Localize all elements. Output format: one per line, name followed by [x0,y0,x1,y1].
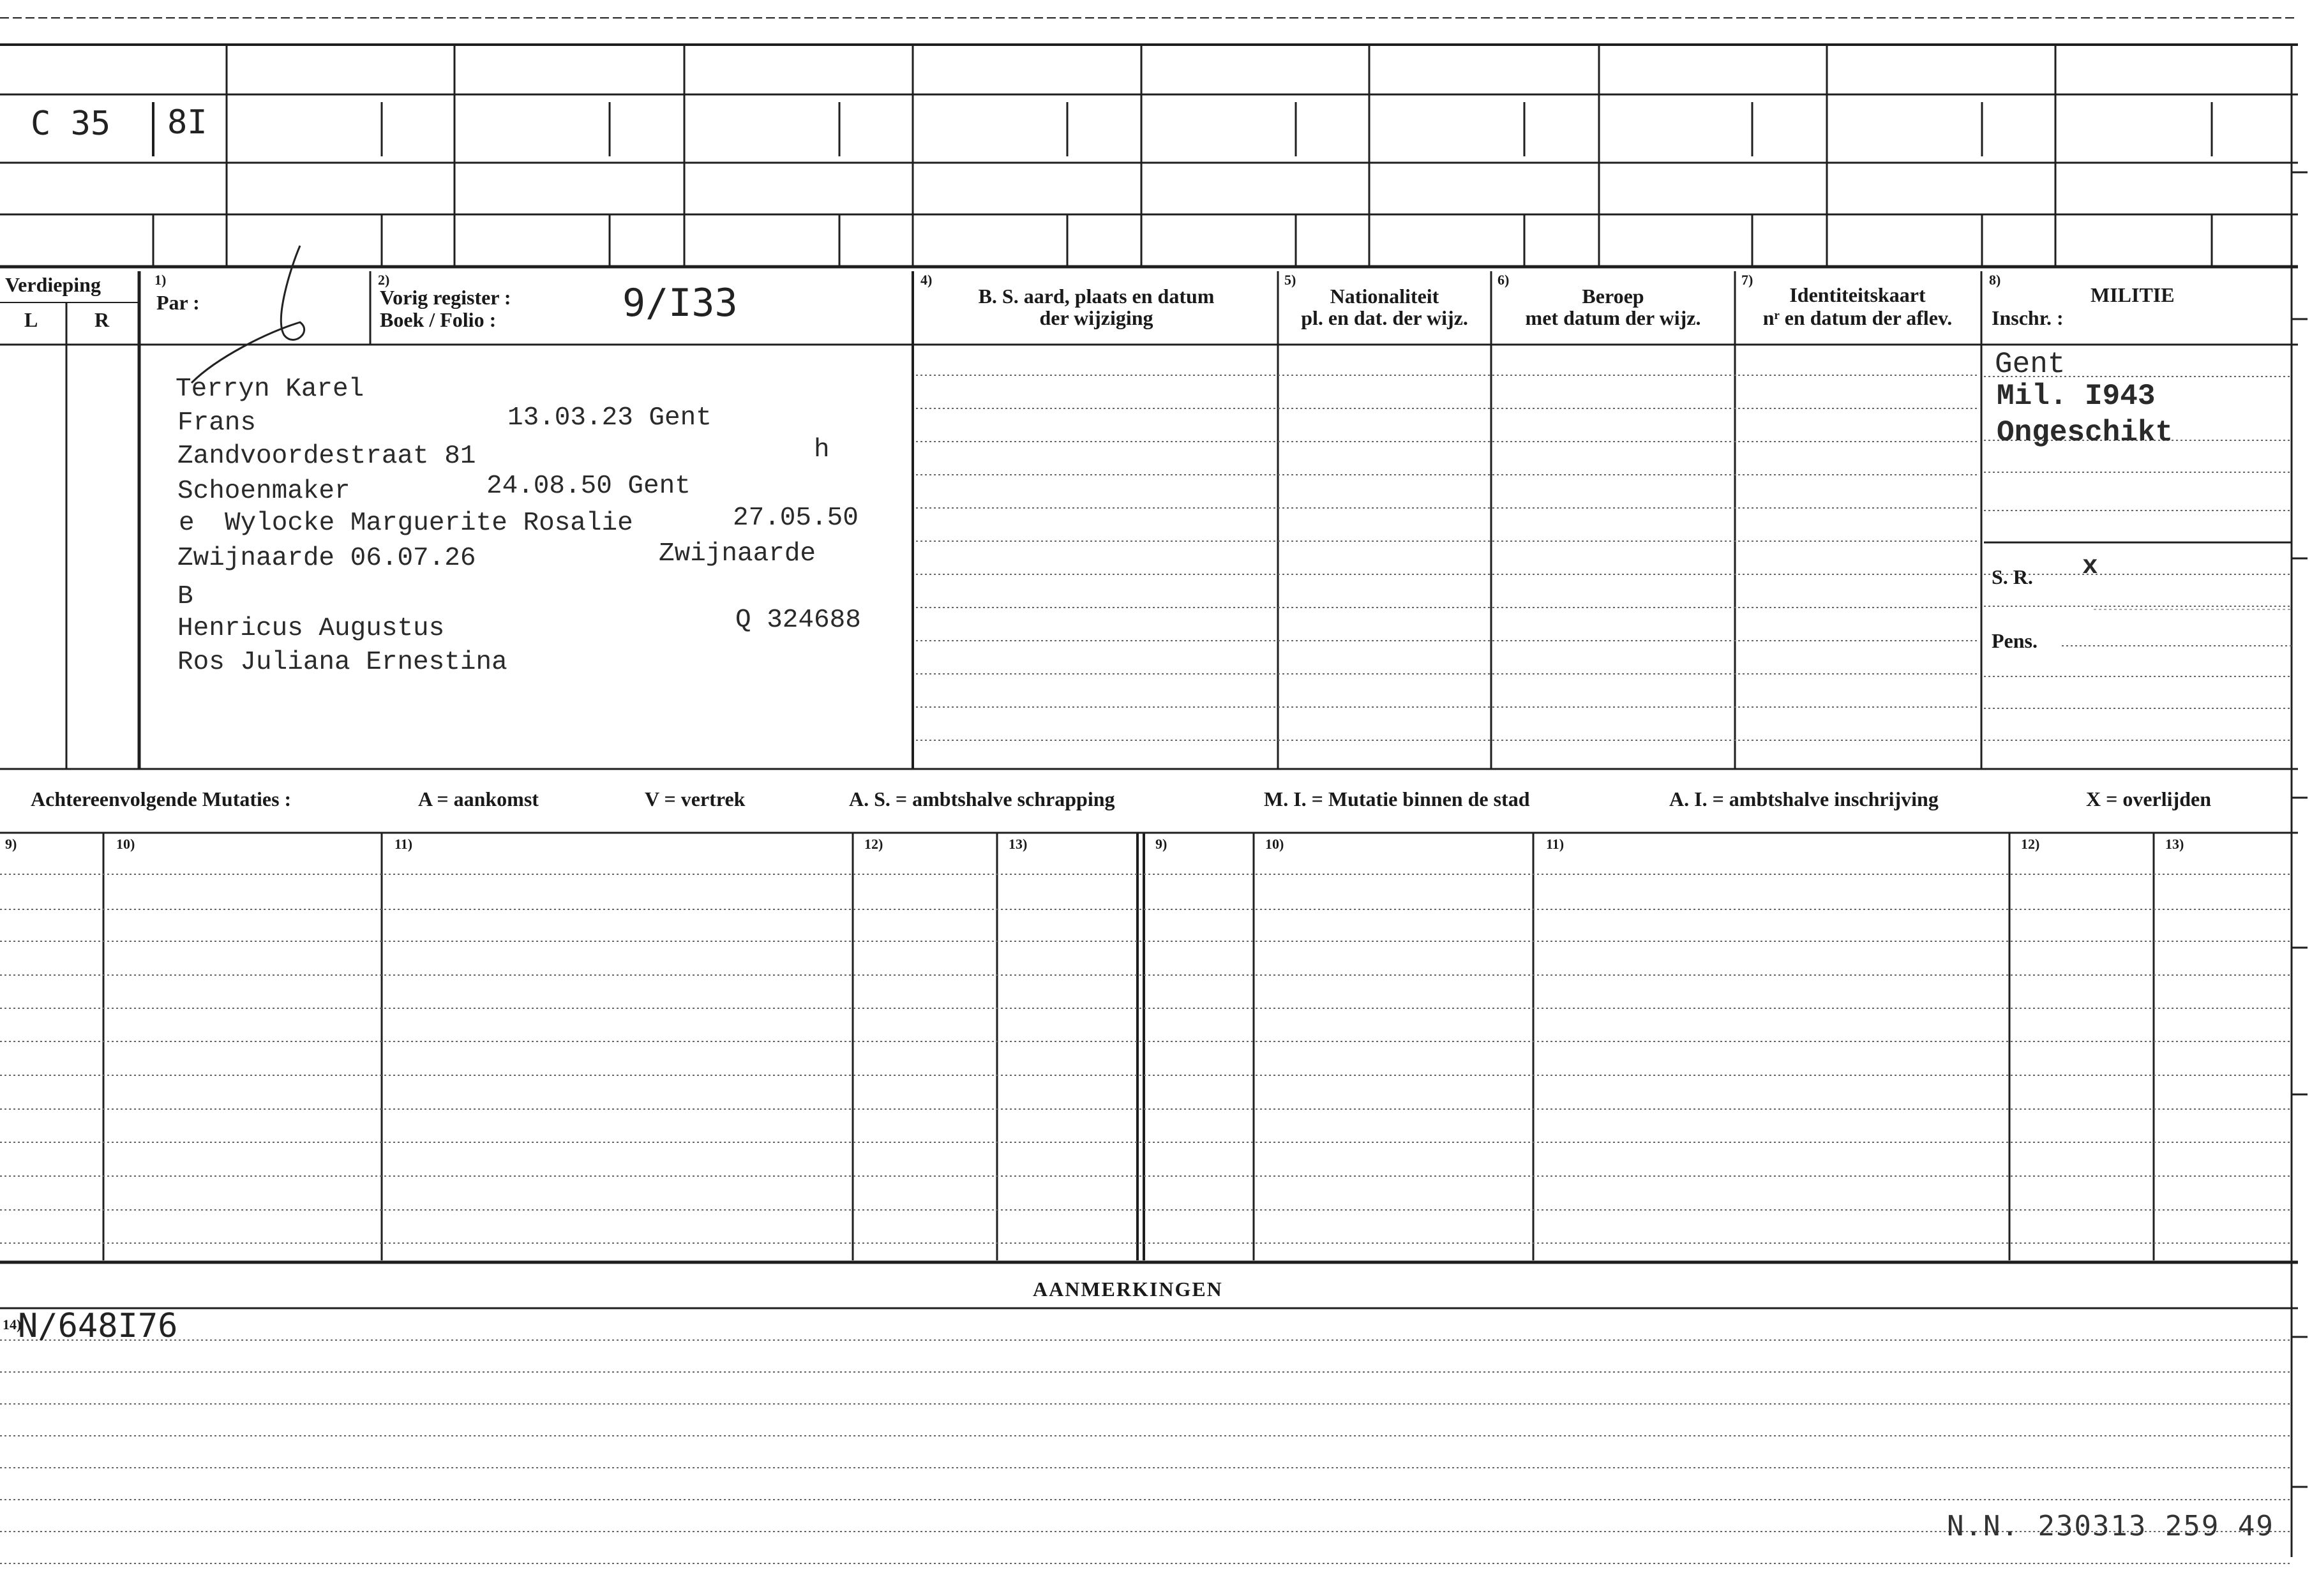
legend-aankomst: A = aankomst [418,787,539,810]
person-occupation-date: 24.08.50 Gent [486,472,691,501]
mutation-col-11b: 11) [1546,836,1565,852]
mutation-col-9: 9) [5,836,17,852]
militie-number: 8) [1989,272,2001,288]
mutation-col-12b: 12) [2021,836,2040,852]
boek-folio-label: Boek / Folio : [380,308,497,331]
legend-ambtshalve-inschrijving: A. I. = ambtshalve inschrijving [1669,787,1939,810]
bs-heading-2: der wijziging [1039,306,1153,329]
identiteitskaart-heading-2: nʳ en datum der aflev. [1762,306,1953,329]
verdieping-r-label: R [94,308,110,331]
person-surname: Terryn Karel [176,375,364,404]
militie-year: Mil. I943 [1997,380,2156,413]
legend-vertrek: V = vertrek [645,787,746,810]
militie-heading: MILITIE [2091,283,2175,306]
beroep-heading-2: met datum der wijz. [1525,306,1701,329]
sr-value: x [2082,552,2098,581]
spouse-birth-city: Zwijnaarde [659,539,816,569]
bs-heading-1: B. S. aard, plaats en datum [978,285,1215,308]
vorig-register-label: Vorig register : [380,286,511,309]
militie-status: Ongeschikt [1997,416,2173,449]
mutation-col-10b: 10) [1265,836,1284,852]
vorig-register-value: 9/I33 [622,281,738,325]
person-birth-date: 13.03.23 Gent [507,403,712,433]
mutations-legend-title: Achtereenvolgende Mutaties : [31,787,292,810]
remarks-value: N/648I76 [18,1307,178,1345]
legend-mutatie-stad: M. I. = Mutatie binnen de stad [1264,787,1530,810]
father-name: Henricus Augustus [177,614,445,643]
remarks-heading: AANMERKINGEN [1033,1278,1223,1301]
remarks-number: 14) [3,1316,22,1332]
person-occupation: Schoenmaker [177,477,350,506]
spouse-marriage-date: 27.05.50 [733,503,859,533]
sr-label: S. R. [1992,565,2033,588]
mother-name: Ros Juliana Ernestina [177,648,507,677]
mutation-col-13: 13) [1009,836,1028,852]
beroep-number: 6) [1498,272,1510,288]
identiteitskaart-number: 7) [1741,272,1753,288]
legend-overlijden: X = overlijden [2086,787,2211,810]
legend-ambtshalve-schrapping: A. S. = ambtshalve schrapping [849,787,1115,810]
person-status-letter: B [177,582,193,611]
id-code: Q 324688 [735,606,861,635]
person-address-mark: h [814,435,830,465]
national-number-stamp: N.N. 230313 259 49 [1947,1510,2274,1542]
mutation-col-9b: 9) [1155,836,1167,852]
par-label: Par : [156,291,200,314]
nationaliteit-heading-2: pl. en dat. der wijz. [1301,306,1468,329]
spouse-prefix: e [179,509,195,538]
beroep-heading-1: Beroep [1582,285,1644,308]
mutation-col-12: 12) [864,836,883,852]
card-code: C 35 [31,105,111,143]
mutation-col-11: 11) [394,836,413,852]
pens-label: Pens. [1992,629,2038,652]
person-firstname: Frans [177,408,257,438]
nationaliteit-heading-1: Nationaliteit [1330,285,1439,308]
card-number: 8I [167,103,207,142]
verdieping-label: Verdieping [5,273,101,296]
militie-place: Gent [1995,348,2066,381]
verdieping-l-label: L [24,308,38,331]
nationaliteit-number: 5) [1284,272,1296,288]
mutation-col-10: 10) [116,836,135,852]
identiteitskaart-heading-1: Identiteitskaart [1789,283,1926,306]
mutation-col-13b: 13) [2165,836,2184,852]
vorig-number: 2) [378,272,390,288]
spouse-name: Wylocke Marguerite Rosalie [225,509,633,538]
person-address: Zandvoordestraat 81 [177,442,476,471]
bs-number: 4) [920,272,933,288]
par-number: 1) [154,272,167,288]
militie-inschr-label: Inschr. : [1992,306,2064,329]
spouse-birth: Zwijnaarde 06.07.26 [177,544,476,573]
